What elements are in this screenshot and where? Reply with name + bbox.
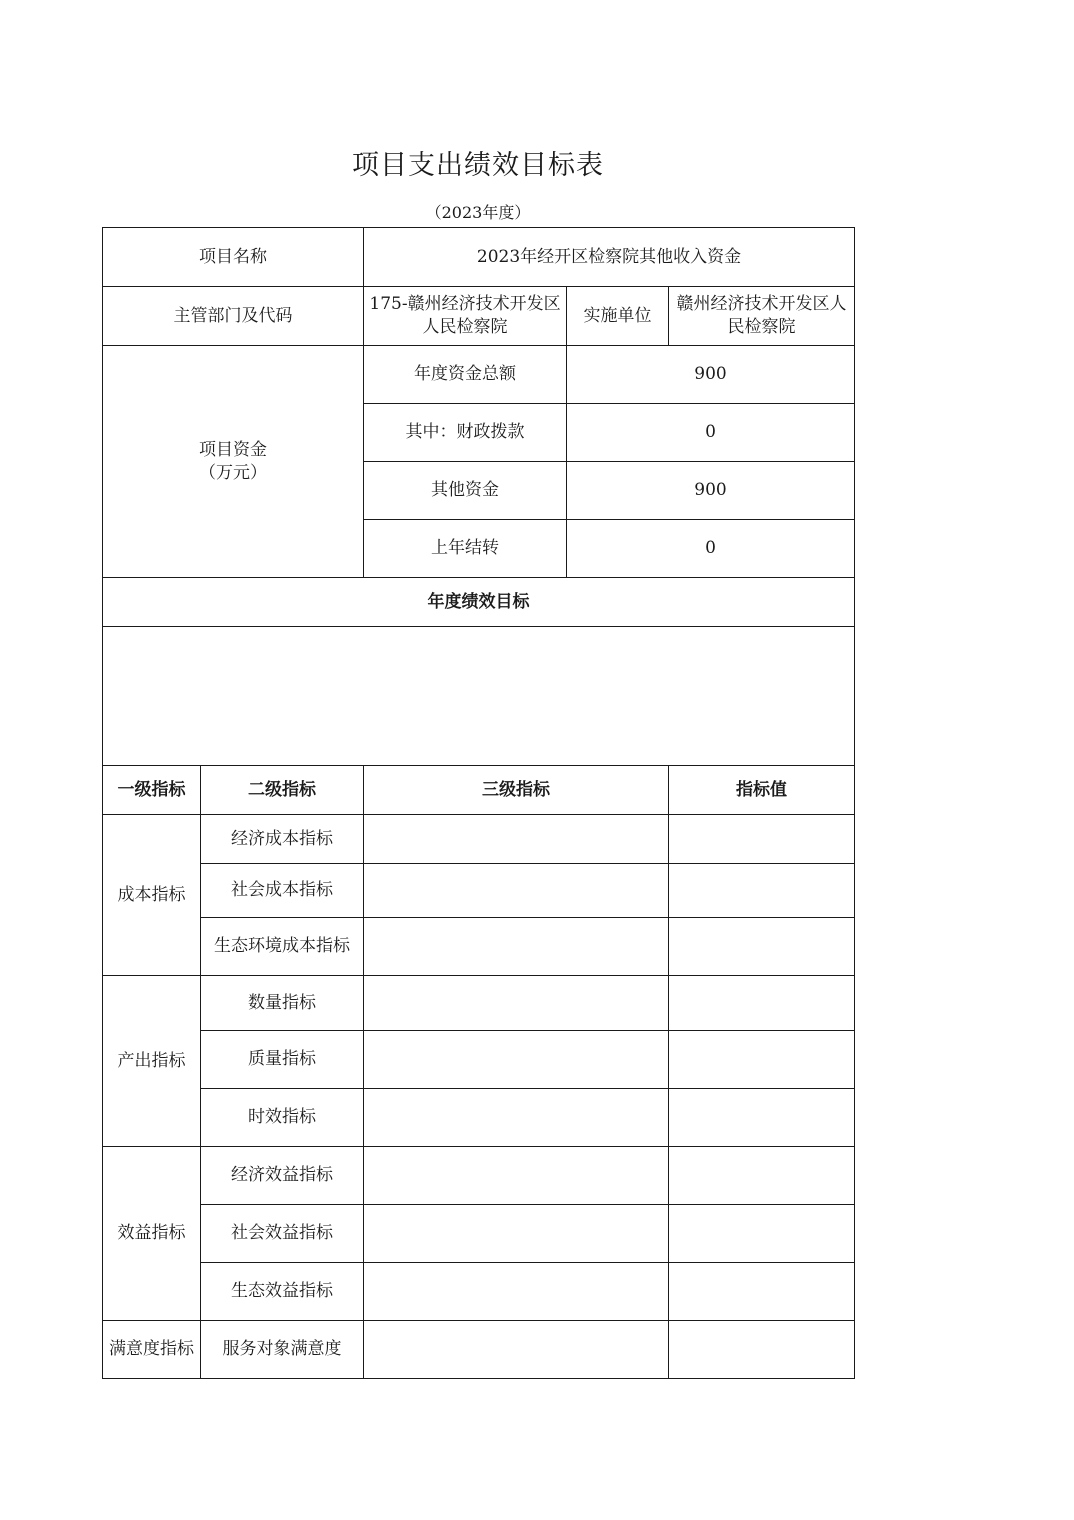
fund-row-label: 年度资金总额: [364, 346, 567, 404]
group-satisfaction: 满意度指标: [103, 1321, 201, 1379]
fund-row-value: 0: [567, 520, 855, 578]
impl-unit-label: 实施单位: [567, 287, 669, 346]
fund-row-label: 其他资金: [364, 462, 567, 520]
header-level3: 三级指标: [364, 766, 669, 815]
funds-unit: （万元）: [199, 462, 267, 483]
fund-row-value: 900: [567, 346, 855, 404]
project-name-value: 2023年经开区检察院其他收入资金: [364, 228, 855, 287]
indicator-value: [669, 976, 855, 1031]
indicator-value: [669, 1205, 855, 1263]
funds-label: 项目资金: [199, 439, 267, 460]
indicator-level2: 时效指标: [201, 1089, 364, 1147]
group-cost: 成本指标: [103, 815, 201, 976]
indicator-level3: [364, 1147, 669, 1205]
fund-row-value: 900: [567, 462, 855, 520]
project-name-label: 项目名称: [103, 228, 364, 287]
indicator-level2: 社会效益指标: [201, 1205, 364, 1263]
annual-goal-header: 年度绩效目标: [103, 578, 855, 627]
header-level2: 二级指标: [201, 766, 364, 815]
indicator-value: [669, 1147, 855, 1205]
indicator-level2: 质量指标: [201, 1031, 364, 1089]
indicator-level3: [364, 976, 669, 1031]
indicator-value: [669, 1031, 855, 1089]
impl-unit-value: 赣州经济技术开发区人民检察院: [669, 287, 855, 346]
indicator-level2: 生态效益指标: [201, 1263, 364, 1321]
indicator-level3: [364, 1321, 669, 1379]
fiscal-year: （2023年度）: [425, 203, 531, 222]
indicator-level3: [364, 815, 669, 864]
group-output: 产出指标: [103, 976, 201, 1147]
indicator-level2: 服务对象满意度: [201, 1321, 364, 1379]
dept-label: 主管部门及代码: [103, 287, 364, 346]
group-benefit: 效益指标: [103, 1147, 201, 1321]
fund-row-value: 0: [567, 404, 855, 462]
indicator-value: [669, 864, 855, 918]
indicator-level2: 经济效益指标: [201, 1147, 364, 1205]
indicator-level3: [364, 1263, 669, 1321]
indicator-level2: 数量指标: [201, 976, 364, 1031]
indicator-level3: [364, 864, 669, 918]
fund-row-label: 上年结转: [364, 520, 567, 578]
indicator-value: [669, 1263, 855, 1321]
indicator-value: [669, 1089, 855, 1147]
indicator-level2: 社会成本指标: [201, 864, 364, 918]
dept-value: 175-赣州经济技术开发区人民检察院: [364, 287, 567, 346]
indicator-level2: 生态环境成本指标: [201, 918, 364, 976]
indicator-value: [669, 1321, 855, 1379]
header-level1: 一级指标: [103, 766, 201, 815]
performance-target-table: [102, 227, 855, 1379]
header-value: 指标值: [669, 766, 855, 815]
page-title: 项目支出绩效目标表: [352, 150, 604, 181]
funds-label-cell: [103, 346, 364, 578]
indicator-level3: [364, 1205, 669, 1263]
indicator-level3: [364, 1089, 669, 1147]
indicator-level2: 经济成本指标: [201, 815, 364, 864]
indicator-value: [669, 815, 855, 864]
annual-goal-content: [103, 627, 855, 766]
indicator-level3: [364, 1031, 669, 1089]
indicator-value: [669, 918, 855, 976]
indicator-level3: [364, 918, 669, 976]
fund-row-label: 其中：财政拨款: [364, 404, 567, 462]
